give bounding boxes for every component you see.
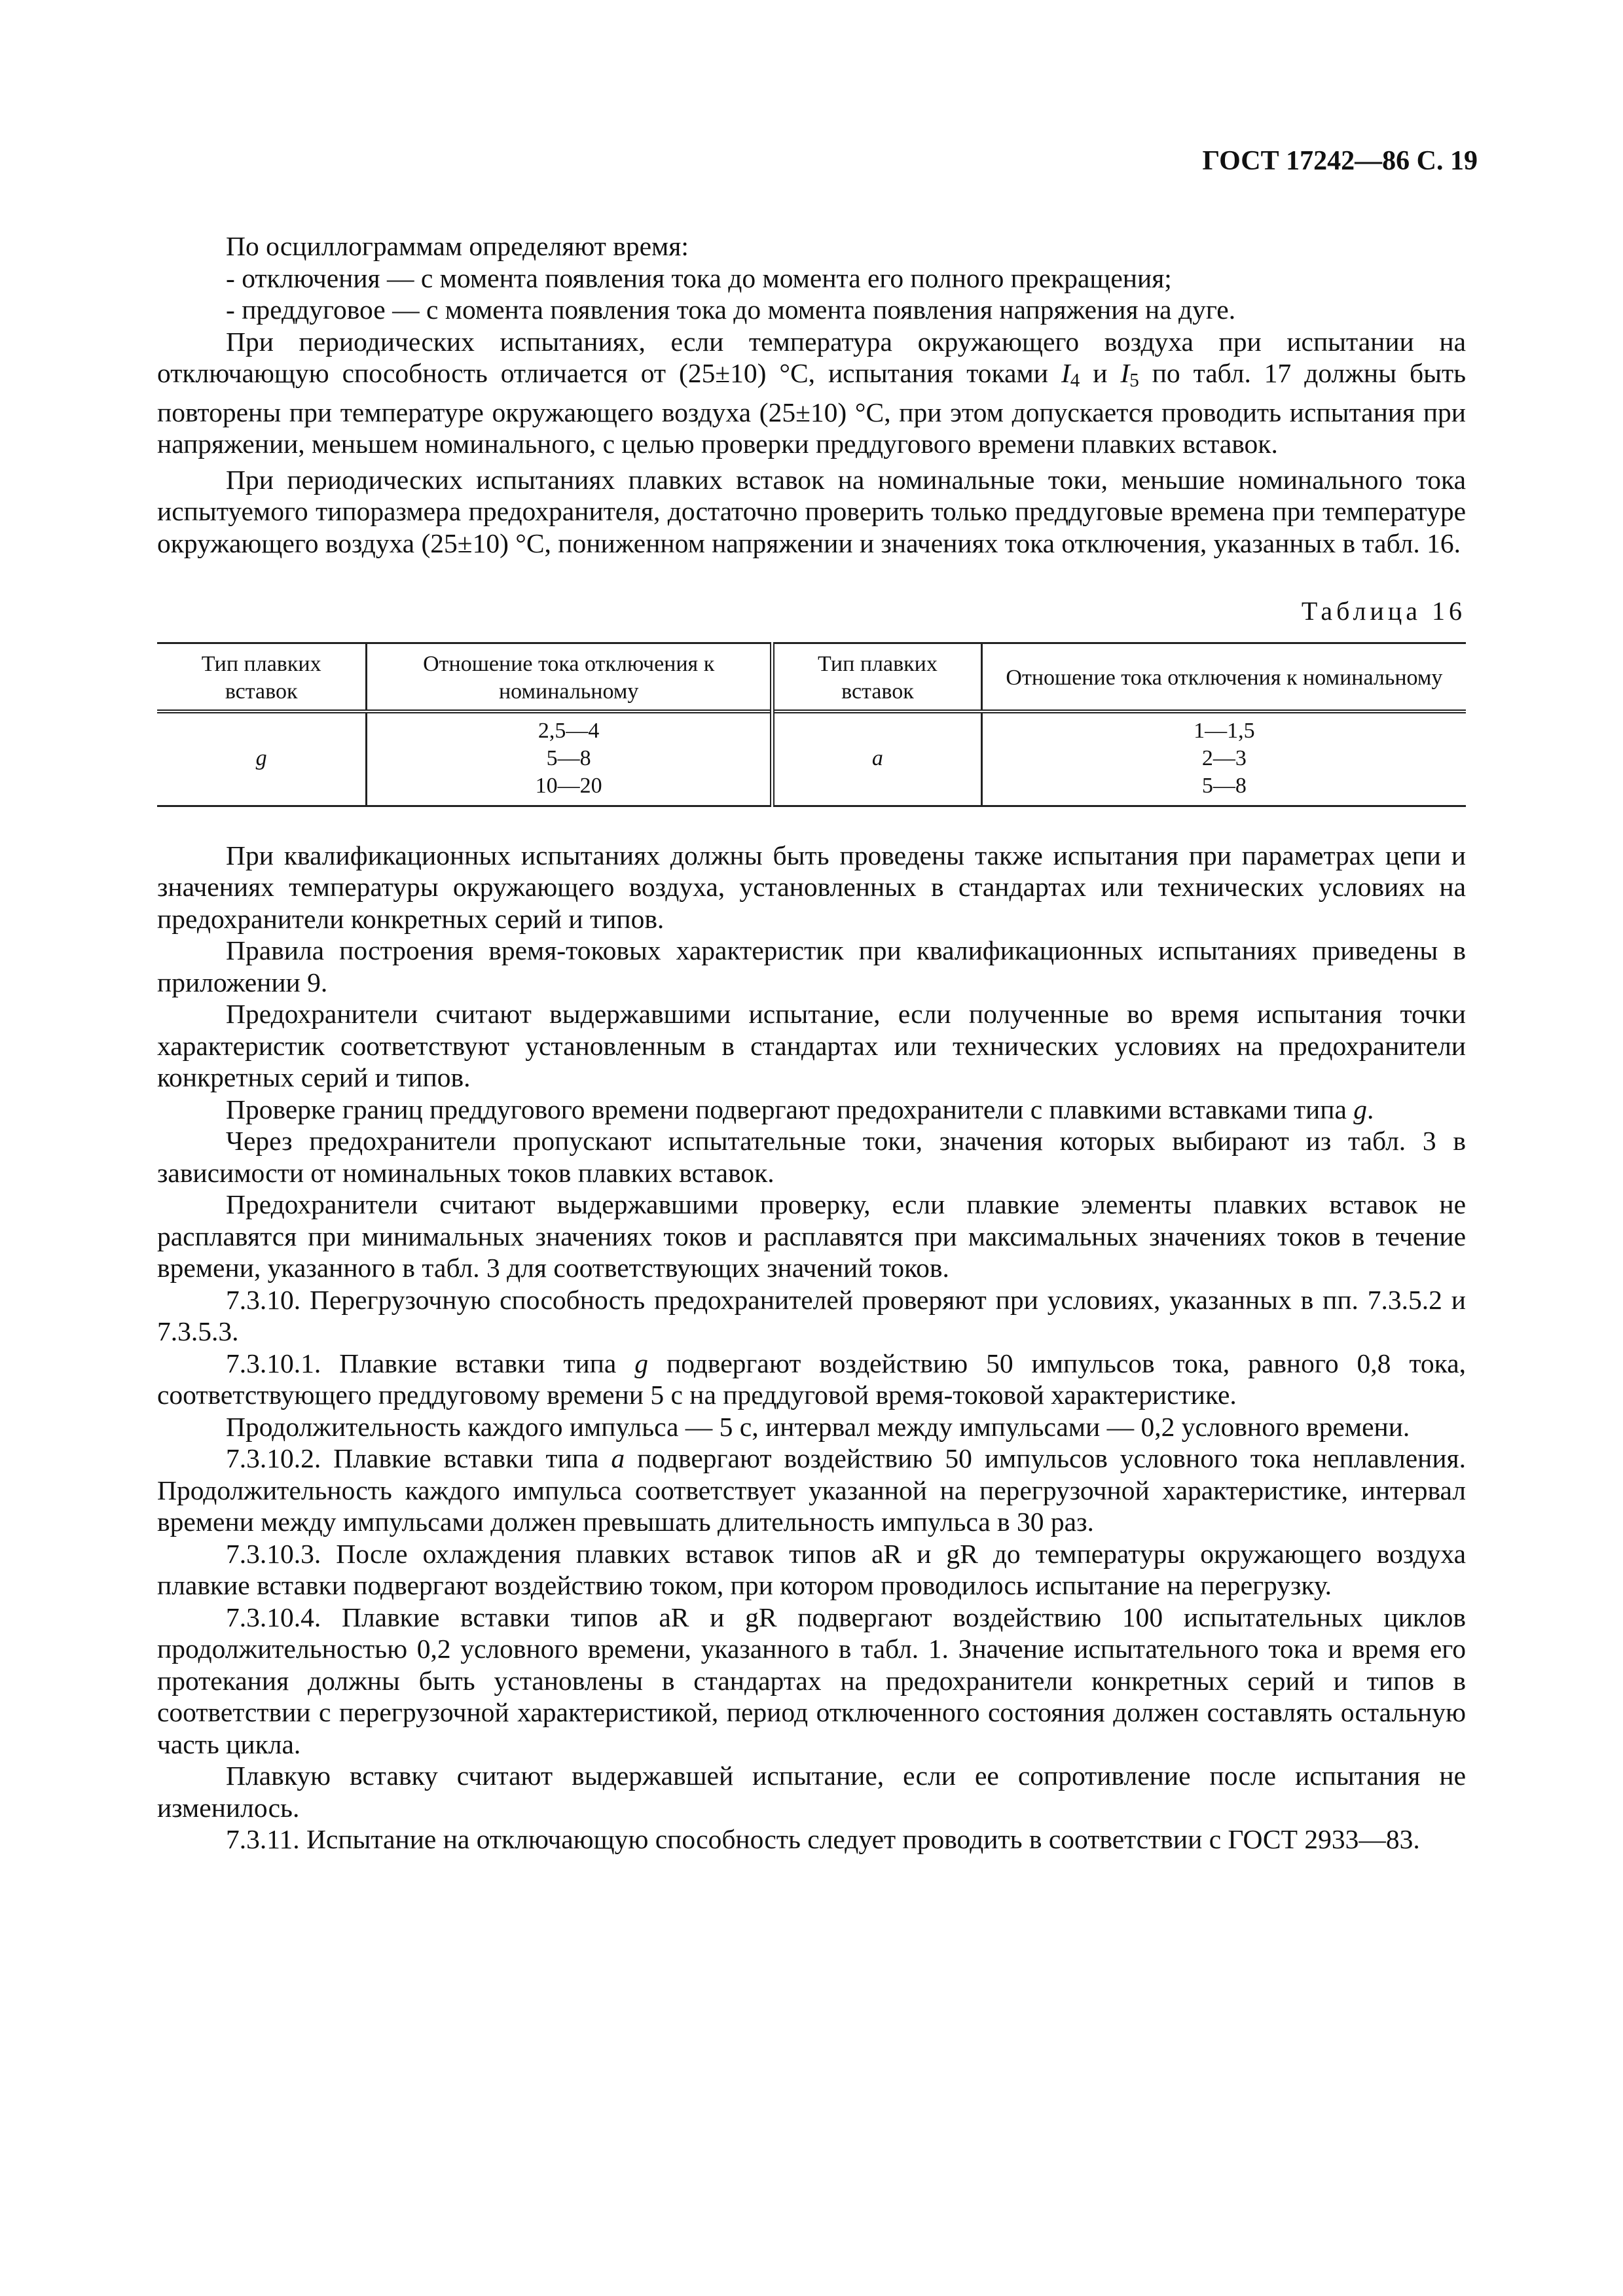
paragraph: 7.3.11. Испытание на отключающую способность следует проводить в соответствии с ГОСТ 2933—83.	[226, 1824, 1420, 1855]
ratio-value: 2—3	[1201, 745, 1247, 770]
paragraph: Предохранители считают выдержавшими проверку, если плавкие элементы плавких вставок не расплавятся при минимальных значениях токов и расплавятся при максимальных значениях токов в течение времени, указанного в табл. 3 для соответствующих значений токов.	[157, 1189, 1466, 1283]
paragraph-text: При периодических испытаниях, если температура окружающего воздуха при испытании на отключающую способность отличается от (25±10) °C, испытания токами	[157, 326, 1466, 388]
table-header-row	[157, 643, 1466, 711]
current-subscript: 5	[1129, 370, 1139, 391]
body-text	[157, 230, 1466, 1856]
table-16	[157, 642, 1466, 807]
paragraph	[157, 1348, 1466, 1411]
ratio-value: 2,5—4	[538, 718, 600, 743]
paragraph: 7.3.10. Перегрузочную способность предохранителей проверяют при условиях, указанных в пп. 7.3.5.2 и 7.3.5.3.	[157, 1284, 1466, 1347]
table-caption: Таблица 16	[1301, 596, 1466, 626]
paragraph: 7.3.10.4. Плавкие вставки типов aR и gR подвергают воздействию 100 испытательных циклов продолжительностью 0,2 условного времени, указанного в табл. 1. Значение испытательного тока и время его протекания должны быть установлены в стандартах на предохранители конкретных серий и типов в соответствии с перегрузочной характеристикой, период отключенного состояния должен составлять остальную часть цикла.	[157, 1602, 1466, 1759]
paragraph: Через предохранители пропускают испытательные токи, значения которых выбирают из табл. 3 в зависимости от номинальных токов плавких вставок.	[157, 1126, 1466, 1188]
current-symbol: I	[1061, 358, 1070, 388]
paragraph: Правила построения время-токовых характеристик при квалификационных испытаниях приведены в приложении 9.	[157, 935, 1466, 997]
fuse-type-cell: a	[773, 711, 982, 806]
ratio-value: 1—1,5	[1194, 718, 1255, 743]
current-symbol: I	[1120, 358, 1130, 388]
ratio-value: 5—8	[1201, 773, 1247, 798]
paragraph: При периодических испытаниях плавких вставок на номинальные токи, меньшие номинального тока испытуемого типоразмера предохранителя, достаточно проверить только преддуговые времена при температуре окружающего воздуха (25±10) °C, пониженном напряжении и значениях тока отключения, указанных в табл. 16.	[157, 464, 1466, 558]
paragraph-text: 7.3.10.2. Плавкие вставки типа	[226, 1443, 599, 1474]
paragraph: - отключения — с момента появления тока до момента его полного прекращения;	[226, 262, 1172, 293]
column-header: Тип плавких вставок	[773, 643, 982, 711]
paragraph-text: подвергают воздействию 50 импульсов тока, равного 0,8 тока, соответствующего преддуговому времени 5 с на преддуговой время-токовой характеристике.	[157, 1348, 1467, 1410]
paragraph-text: по табл. 17 должны быть повторены при температуре окружающего воздуха (25±10) °C, при этом допускается проводить испытания при напряжении, меньшем номинального, с целью проверки преддугового времени плавких вставок.	[157, 358, 1467, 459]
fuse-type-symbol: a	[611, 1443, 625, 1474]
column-header: Отношение тока отключения к номинальному	[367, 643, 773, 711]
fuse-type-symbol: g	[634, 1348, 649, 1378]
table-row	[157, 711, 1466, 806]
paragraph	[157, 1443, 1466, 1538]
paragraph-text: Проверке границ преддугового времени подвергают предохранители с плавкими вставками типа	[226, 1094, 1347, 1124]
fuse-type-symbol: g	[1353, 1094, 1367, 1124]
page-header: ГОСТ 17242—86 С. 19	[1202, 146, 1478, 176]
paragraph: По осциллограммам определяют время:	[226, 231, 689, 261]
ratio-value: 10—20	[535, 773, 602, 798]
paragraph: При квалификационных испытаниях должны быть проведены также испытания при параметрах цепи и значениях температуры окружающего воздуха, установленных в стандартах или технических условиях на предохранители конкретных серий и типов.	[157, 840, 1466, 934]
paragraph: Плавкую вставку считают выдержавшей испытание, если ее сопротивление после испытания не изменилось.	[157, 1761, 1466, 1823]
paragraph: - преддуговое — с момента появления тока до момента появления напряжения на дуге.	[226, 295, 1236, 325]
ratio-cell	[367, 711, 773, 806]
paragraph: Предохранители считают выдержавшими испытание, если полученные во время испытания точки характеристик соответствуют установленным в стандартах или технических условиях на предохранители конкретных серий и типов.	[157, 999, 1466, 1093]
paragraph: Продолжительность каждого импульса — 5 с, интервал между импульсами — 0,2 условного времени.	[226, 1411, 1410, 1442]
paragraph	[157, 326, 1466, 460]
ratio-cell	[981, 711, 1466, 806]
column-header: Тип плавких вставок	[157, 643, 367, 711]
paragraph-text: подвергают воздействию 50 импульсов условного тока неплавления. Продолжительность каждого импульса соответствует указанной на перегрузочной характеристике, интервал времени между импульсами должен превышать длительность импульса в 30 раз.	[157, 1443, 1466, 1537]
column-header: Отношение тока отключения к номинальному	[981, 643, 1466, 711]
paragraph: 7.3.10.3. После охлаждения плавких вставок типов aR и gR до температуры окружающего воздуха плавкие вставки подвергают воздействию током, при котором проводилось испытание на перегрузку.	[157, 1538, 1466, 1601]
paragraph-text: .	[1367, 1094, 1374, 1124]
ratio-value: 5—8	[546, 745, 591, 770]
paragraph	[157, 1094, 1466, 1126]
current-subscript: 4	[1070, 370, 1080, 391]
paragraph-text: 7.3.10.1. Плавкие вставки типа	[226, 1348, 617, 1378]
conjunction: и	[1080, 358, 1121, 388]
fuse-type-cell: g	[157, 711, 367, 806]
